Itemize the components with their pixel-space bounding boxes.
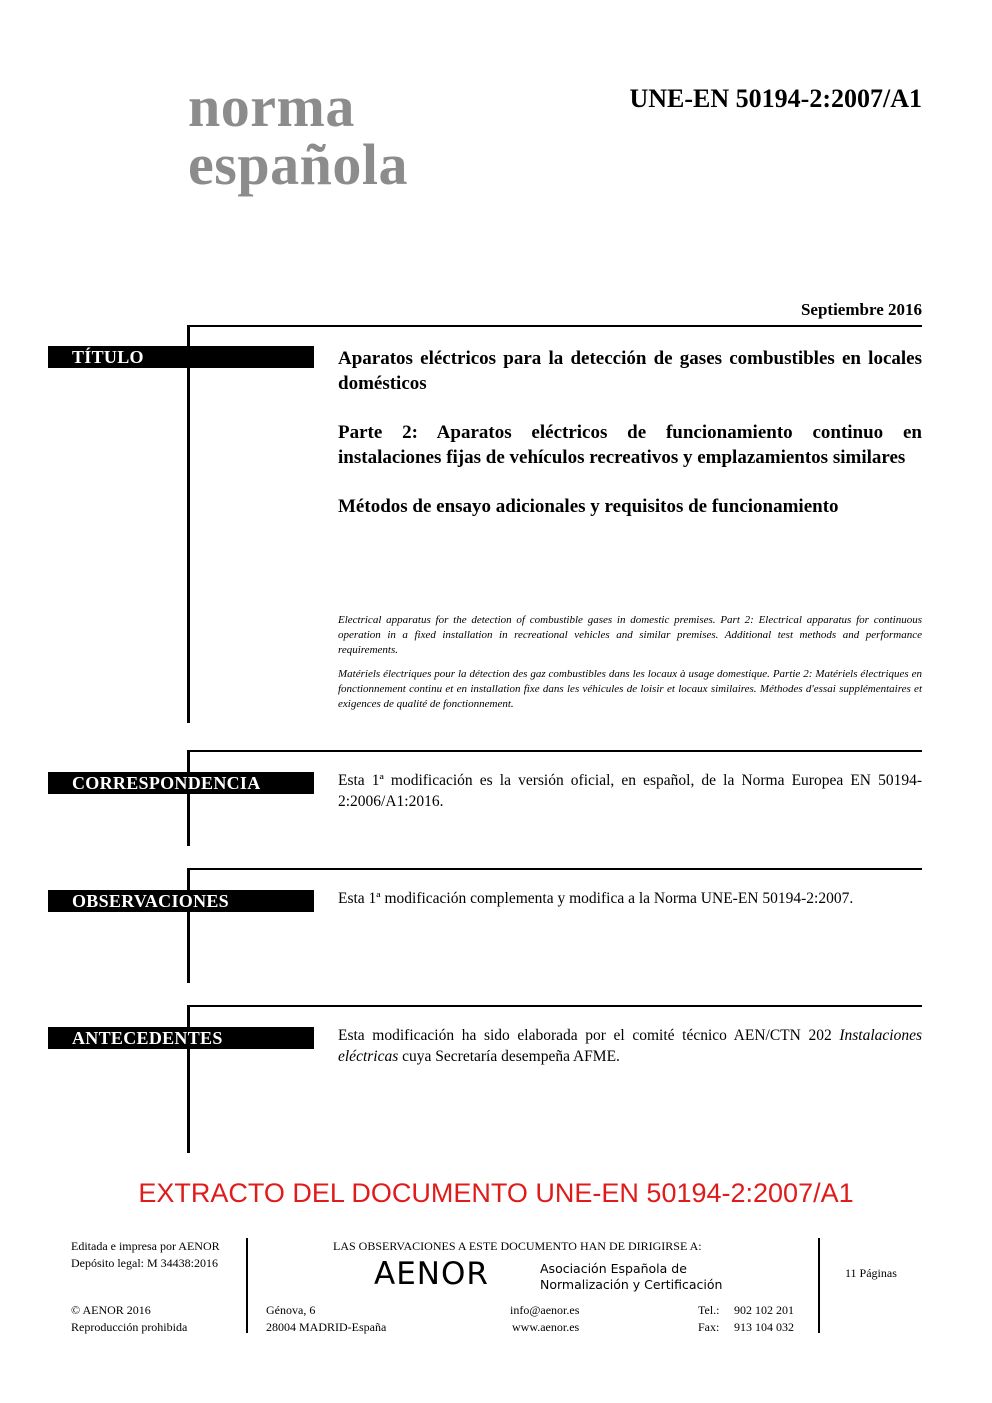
footer-fax-label: Fax: bbox=[698, 1320, 720, 1334]
footer-tel-label: Tel.: bbox=[698, 1303, 720, 1317]
title-main: Aparatos eléctricos para la detección de gases combustibles en locales domésticos bbox=[338, 348, 922, 394]
title-part: Parte 2: Aparatos eléctricos de funcionamiento continuo en instalaciones fijas de vehículos recreativos y emplazamientos similares bbox=[338, 422, 922, 468]
footer-reproduction: Reproducción prohibida bbox=[71, 1320, 188, 1334]
footer-address-line-1: Génova, 6 bbox=[266, 1303, 316, 1317]
document-code: UNE-EN 50194-2:2007/A1 bbox=[629, 84, 922, 113]
antecedentes-top-rule bbox=[187, 1005, 922, 1007]
observaciones-top-rule bbox=[187, 868, 922, 870]
title-english: Electrical apparatus for the detection of combustible gases in domestic premises. Part 2: Electrical apparatus for continuous operation in a fixed installation in recreational vehicles and similar premises. Additional test methods and performance requirements. bbox=[338, 614, 922, 656]
footer-copyright-block bbox=[71, 1302, 187, 1336]
footer-separator-left bbox=[246, 1238, 248, 1333]
observaciones-vertical-rule bbox=[187, 868, 190, 983]
title-subtitle: Métodos de ensayo adicionales y requisitos de funcionamiento bbox=[338, 496, 839, 517]
publication-date: Septiembre 2016 bbox=[800, 300, 922, 319]
observaciones-text: Esta 1ª modificación complementa y modifica a la Norma UNE-EN 50194-2:2007. bbox=[338, 890, 854, 907]
footer-pages: 11 Páginas bbox=[845, 1266, 897, 1280]
aenor-org-line-2: Normalización y Certificación bbox=[540, 1277, 723, 1292]
footer-separator-right bbox=[818, 1238, 820, 1333]
aenor-org-line-1: Asociación Española de bbox=[540, 1261, 687, 1276]
brand-line-2: española bbox=[188, 132, 408, 197]
footer-web: www.aenor.es bbox=[512, 1320, 580, 1334]
antecedentes-text-start: Esta modificación ha sido elaborada por el comité técnico AEN/CTN 202 bbox=[338, 1027, 832, 1044]
antecedentes-text-end: cuya Secretaría desempeña AFME. bbox=[398, 1048, 620, 1065]
footer-contact-online bbox=[510, 1302, 579, 1336]
extract-banner: EXTRACTO DEL DOCUMENTO UNE-EN 50194-2:2007/A1 bbox=[138, 1178, 854, 1208]
correspondencia-text: Esta 1ª modificación es la versión oficial, en español, de la Norma Europea EN 50194-2:2006/A1:2016. bbox=[338, 772, 922, 810]
aenor-logo: AENOR bbox=[374, 1256, 489, 1292]
brand-title bbox=[188, 74, 408, 197]
correspondencia-label: CORRESPONDENCIA bbox=[48, 772, 314, 794]
titulo-label: TÍTULO bbox=[48, 346, 314, 368]
antecedentes-text bbox=[338, 1025, 922, 1067]
footer-copyright: © AENOR 2016 bbox=[71, 1303, 151, 1317]
aenor-org-name bbox=[540, 1261, 722, 1293]
antecedentes-committee-name: Instalaciones eléctricas bbox=[338, 1027, 922, 1065]
correspondencia-vertical-rule bbox=[187, 750, 190, 846]
translated-titles bbox=[338, 613, 922, 721]
footer-contact-phone bbox=[698, 1302, 794, 1336]
footer-edited: Editada e impresa por AENOR bbox=[71, 1239, 220, 1253]
footer-fax-row bbox=[698, 1319, 794, 1336]
title-french: Matériels électriques pour la détection des gaz combustibles dans les locaux à usage domestique. Partie 2: Matériels électriques en fonctionnement continu et en installation fixe dans les véhicules de loisir et locaux similaires. Méthodes d'essai supplémentaires et exigences de qualité de fonctionnement. bbox=[338, 668, 922, 710]
titulo-content bbox=[338, 346, 922, 519]
footer-fax: 913 104 032 bbox=[734, 1320, 794, 1334]
footer-edition bbox=[71, 1238, 220, 1272]
footer-observations-note: LAS OBSERVACIONES A ESTE DOCUMENTO HAN DE DIRIGIRSE A: bbox=[333, 1239, 702, 1253]
titulo-top-rule bbox=[187, 325, 922, 327]
footer-email: info@aenor.es bbox=[510, 1303, 580, 1317]
footer-address-line-2: 28004 MADRID-España bbox=[266, 1320, 387, 1334]
observaciones-label: OBSERVACIONES bbox=[48, 890, 314, 912]
antecedentes-label: ANTECEDENTES bbox=[48, 1027, 314, 1049]
footer-tel-row bbox=[698, 1302, 794, 1319]
footer-deposit: Depósito legal: M 34438:2016 bbox=[71, 1256, 218, 1270]
titulo-vertical-rule bbox=[187, 325, 190, 723]
correspondencia-top-rule bbox=[187, 750, 922, 752]
footer-address bbox=[266, 1302, 386, 1336]
footer-tel: 902 102 201 bbox=[734, 1303, 794, 1317]
brand-line-1: norma bbox=[188, 74, 355, 139]
